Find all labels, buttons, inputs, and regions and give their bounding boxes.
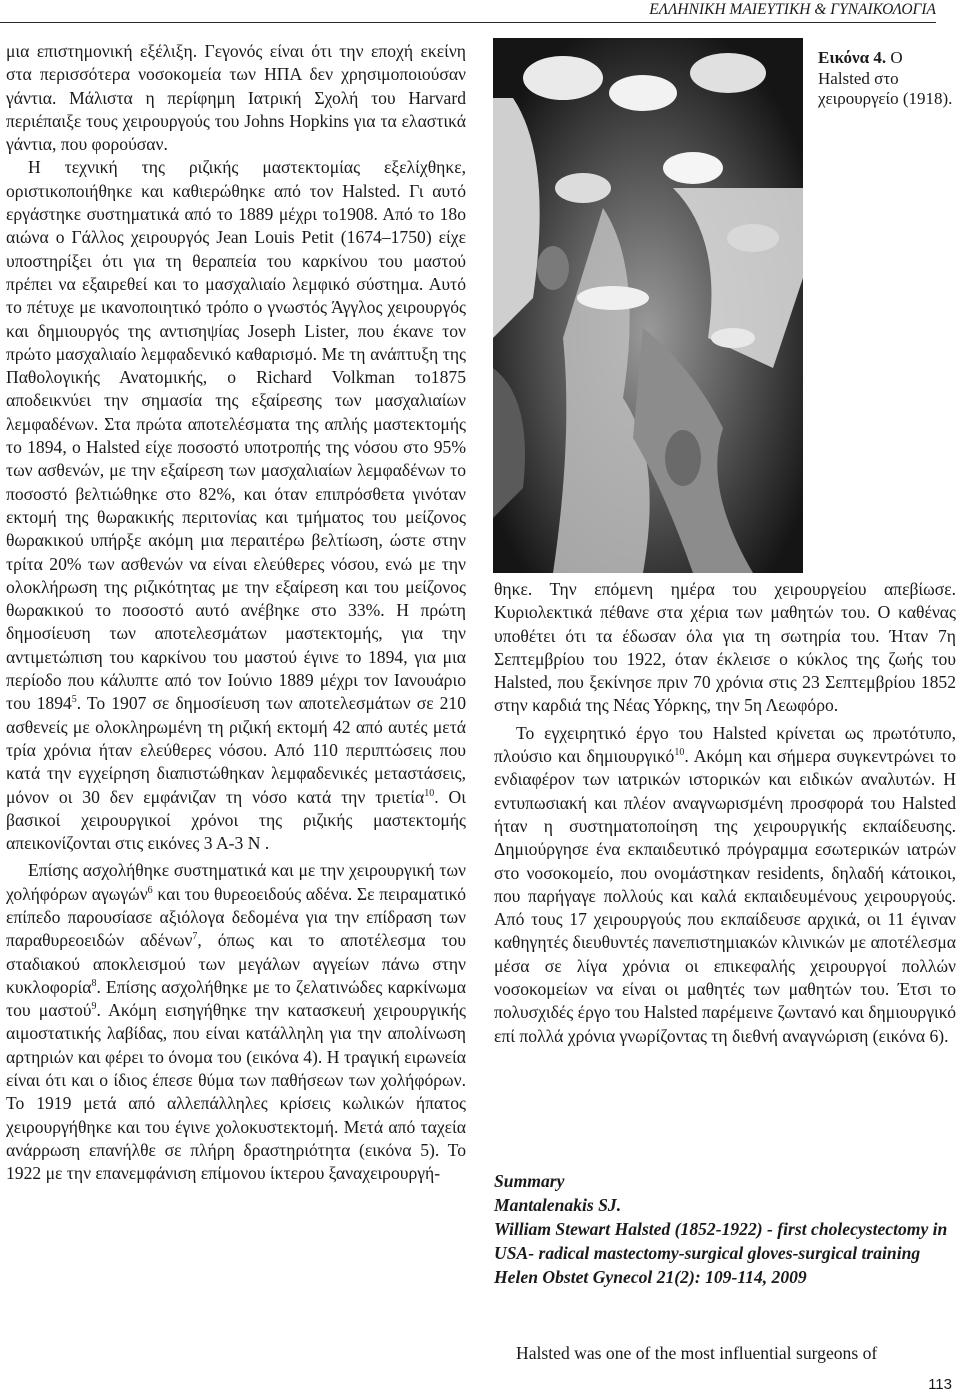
surgery-photograph (493, 38, 803, 573)
text-run: . Το 1907 σε δημοσίευση των αποτελεσμάτων σε 210 ασθενείς με ολοκληρωμένη τη ριζική εκτομή 42 από αυτές μετά τρία χρόνια ήταν ελεύθερες νόσου. Από 110 περιπτώσεις που κατά την εγχείρηση διαπιστώθηκαν λεμφαδενικές μεταστάσεις, μόνον οι 30 δεν εμφάνιζαν τη νόσο κατά την τριετία (6, 693, 467, 807)
summary-author: Mantalenakis SJ. (494, 1195, 622, 1215)
figure-caption (818, 48, 958, 110)
text-run: . Ακόμη και σήμερα συγκεντρώνει το ενδιαφέρον των ιατρικών ιστορικών και ειδικών αναλυτών. Η εντυπωσιακή και πλέον αναγνωρισμένη προσφορά του Halsted ήταν η συστηματοποίηση της χειρουργικής εκπαίδευσης. Δημιούργησε ένα εκπαιδευτικό πρόγραμμα εσωτερικών ιατρών στο νοσοκομείο, που ονομάστηκαν residents, δηλαδή κάτοικοι, που παρήγαγε πολλούς και καλά εκπαιδευμένους χειρουργούς. Από τους 17 χειρουργούς που εκπαίδευσε αρχικά, οι 11 έγιναν καθηγητές διευθυντές πανεπιστημιακών κλινικών με αποτέλεσμα μέσα σε λίγα χρόνια οι επικεφαλής χειρουργοί πολλών νοσοκομείων να είναι οι μαθητές των μαθητών του. Έτσι το πολυσχιδές έργο του Halsted παρέμεινε ζωντανό και δημιουργικό επί πολλά χρόνια γνωρίζοντας τη διεθνή αναγνώριση (εικόνα 6). (494, 746, 956, 1046)
left-text-column (6, 40, 466, 1186)
reference-mark: 8 (91, 978, 97, 990)
reference-mark: 9 (91, 1001, 97, 1013)
reference-mark: 5 (71, 694, 77, 706)
summary-block (494, 1169, 960, 1289)
text-run: . Επίσης ασχολήθηκε με το ζελατινώδες καρκίνωμα του μαστού (6, 976, 466, 1021)
summary-citation: Helen Obstet Gynecol 21(2): 109-114, 2009 (494, 1267, 807, 1287)
text-run: και του θυρεοειδούς αδένα. Σε πειραματικό επίπεδο παρουσίασε αξιόλογα δεδομένα για την επίδραση των παραθυρεοειδών αδένων (6, 883, 467, 951)
summary-lead-text: Halsted was one of the most influential surgeons of (516, 1343, 878, 1363)
summary-heading: Summary (494, 1171, 565, 1191)
text-run: Επίσης ασχολήθηκε συστηματικά και με την χειρουργική των χολήφόρων αγωγών (6, 860, 466, 904)
paragraph (6, 156, 466, 855)
page-number: 113 (928, 1376, 952, 1393)
reference-mark: 7 (192, 931, 198, 943)
reference-mark: 6 (147, 884, 153, 896)
paragraph: μια επιστημονική εξέλιξη. Γεγονός είναι ότι την εποχή εκείνη στα περισσότερα νοσοκομεία των ΗΠΑ δεν χρησιμοποιούσαν γάντια. Μάλιστα η περίφημη Ιατρική Σχολή του Harvard περιέπαιξε τους χειρουργούς του Johns Hopkins για τα ελαστικά γάντια, που φορούσαν. (6, 41, 466, 155)
summary-title: William Stewart Halsted (1852-1922) - first cholecystectomy in USA- radical mastectomy-surgical gloves-surgical training (494, 1219, 948, 1263)
paragraph (494, 722, 956, 1048)
text-run: . Ακόμη εισηγήθηκε την κατασκευή χειρουργικής αιμοστατικής λαβίδας, που είναι κατάλληλη για την απολίνωση αρτηριών και φέρει το όνομα του (εικόνα 4). Η τραγική ειρωνεία είναι ότι και ο ίδιος έπεσε θύμα των παθήσεων των χολήφόρων. Το 1919 μετά από αλλεπάλληλες κρίσεις κωλικών ήπατος χειρουργήθηκε και του έγινε χολοκυστεκτομή. Μετά από ταχεία ανάρρωση επανήλθε σε πλήρη δραστηριότητα (εικόνα 5). Το 1922 με την επανεμφάνιση επίμονου ίκτερου ξαναχειρουργή- (6, 1000, 466, 1184)
reference-mark: 10 (674, 747, 685, 759)
text-run: , όπως και το αποτέλεσμα του σταδιακού αποκλεισμού των μεγάλων αγγείων πάνω στην κυκλοφορία (6, 930, 466, 997)
right-text-column (494, 578, 956, 1048)
photo-illustration (493, 38, 803, 573)
text-run: Το εγχειρητικό έργο του Halsted κρίνεται ως πρωτότυπο, πλούσιο και δημιουργικό (494, 722, 956, 767)
paragraph (6, 859, 466, 1185)
journal-title: ΕΛΛΗΝΙΚΗ ΜΑΙΕΥΤΙΚΗ & ΓΥΝΑΙΚΟΛΟΓΙΑ (649, 1, 936, 18)
text-run: . Οι βασικοί χειρουργικοί χρόνοι της ριζικής μαστεκτομής απεικονίζονται στις εικόνες 3 Α-3 Ν . (6, 786, 466, 854)
caption-text: Ο Halsted στο χειρουργείο (1918). (818, 48, 953, 108)
reference-mark: 10 (424, 787, 435, 799)
text-run: Η τεχνική της ριζικής μαστεκτομίας εξελίχθηκε, οριστικοποιήθηκε και καθιερώθηκε από τον Halsted. Γι αυτό εργάστηκε συστηματικά από το 1889 μέχρι το1908. Από το 18ο αιώνα ο Γάλλος χειρουργός Jean Louis Petit (1674–1750) είχε υποστηρίξει ότι για τη θεραπεία του καρκίνου του μαστού πρέπει να εξαιρεθεί και το μασχαλιαίο λεμφικό σύστημα. Αυτό το πέτυχε με ικανοποιητικό τρόπο ο γνωστός Άγγλος χειρουργός και δημιουργός της αντισηψίας Joseph Lister, που έκανε τον πρώτο μασχαλιαίο λεμφαδενικό καθαρισμό. Με τη ανάπτυξη της Παθολογικής Ανατομικής, ο Richard Volkman το1875 αποδεικνύει την σημασία της εξαίρεσης των μασχαλιαίων λεμφαδένων. Στα πρώτα αποτελέσματα της απλής μαστεκτομής το 1894, ο Halsted είχε ποσοστό υποτροπής της νόσου στο 95% των ασθενών, με την εξαίρεση των μασχαλιαίων λεμφαδένων το ποσοστό βελτιώθηκε στο 82%, και όταν επιπρόσθετα γινόταν εκτομή της θωρακικής περιτονίας και τμήματος του μείζονος θωρακικού υπήρξε ακόμη μια περαιτέρω βελτίωση, ώστε στην τρίτα 20% των ασθενών να είναι ελεύθερες νόσου, ενώ με την ολοκλήρωση της ριζικότητας με την εξαίρεση και του μείζονος θωρακικού το ποσοστό αυτό ανέβηκε στο 33%. Η πρώτη δημοσίευση των αποτελεσμάτων μαστεκτομής, για την αντιμετώπιση του καρκίνου του μαστού έγινε το 1894, για μια περίοδο που κάλυπτε από τον Ιούνιο 1889 μέχρι τον Ιανουάριο του 1894 (6, 157, 466, 714)
running-head (0, 0, 936, 23)
paragraph: θηκε. Την επόμενη ημέρα του χειρουργείου απεβίωσε. Κυριολεκτικά πέθανε στα χέρια των μαθητών του. Ο καθένας υποθέτει ότι τα έδωσαν όλα για τη σωτηρία του. Ήταν 7η Σεπτεμβρίου του 1922, όταν έκλεισε ο κύκλος της ζωής του Halsted, που ξεκίνησε πριν 70 χρόνια στις 23 Σεπτεμβρίου 1852 στην καρδιά της Νέας Υόρκης, την 5η Λεωφόρο. (494, 579, 956, 716)
figure-label: Εικόνα 4. (818, 48, 887, 67)
